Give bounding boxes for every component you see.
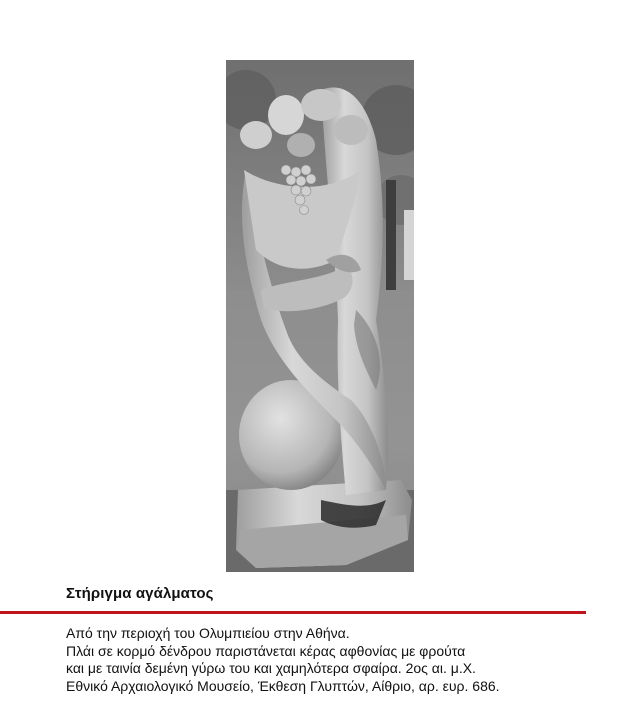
caption-line: Από την περιοχή του Ολυμπιείου στην Αθήνα.: [66, 625, 350, 641]
sculpture-photo: [226, 60, 414, 572]
exhibit-title: Στήριγμα αγάλματος: [66, 585, 214, 602]
caption-line: και με ταινία δεμένη γύρω του και χαμηλότερα σφαίρα. 2ος αι. μ.Χ.: [66, 660, 476, 676]
title-divider: [0, 611, 586, 614]
sculpture-photo-graphic: [226, 60, 414, 572]
exhibit-caption: [66, 625, 500, 695]
caption-line: Πλάι σε κορμό δένδρου παριστάνεται κέρας αφθονίας με φρούτα: [66, 642, 466, 659]
caption-line: Εθνικό Αρχαιολογικό Μουσείο, Έκθεση Γλυπτών, Αίθριο, αρ. ευρ. 686.: [66, 677, 500, 694]
